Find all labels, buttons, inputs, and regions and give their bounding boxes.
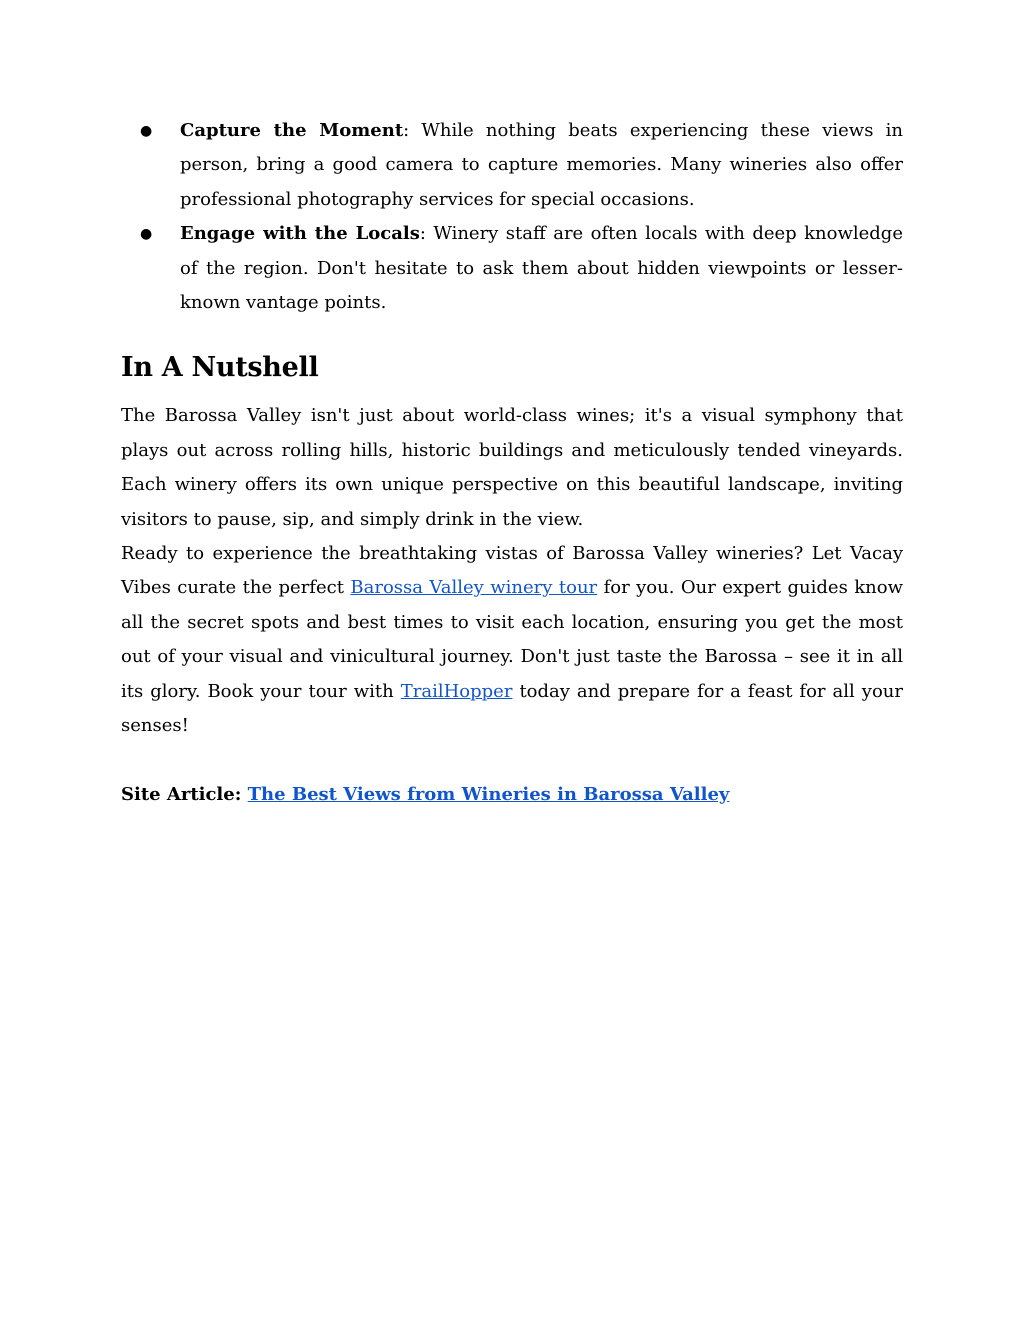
cta-text-middle: for you. Our expert guides know all the secret spots and best times to visit each location, ensuring you get the most out of your visual and vinicultural journey. Don't just taste the Barossa – see it in all its glory. Book your tour with (121, 577, 903, 702)
site-article-link[interactable]: The Best Views from Wineries in Barossa Valley (247, 783, 730, 805)
trailhopper-link[interactable]: TrailHopper (400, 680, 513, 702)
cta-text-end: today and prepare for a feast for all your senses! (121, 680, 903, 737)
site-article-line (121, 778, 903, 812)
winery-tour-link[interactable]: Barossa Valley winery tour (350, 577, 598, 599)
list-item (121, 217, 903, 320)
site-article-label: Site Article: (121, 783, 242, 805)
document-page (121, 114, 903, 812)
bullet-icon: ● (140, 226, 153, 243)
bullet-text: : Winery staff are often locals with deep knowledge of the region. Don't hesitate to ask them about hidden viewpoints or lesser-known vantage points. (180, 223, 903, 314)
cta-text-start: Ready to experience the breathtaking vistas of Barossa Valley wineries? Let Vacay Vibes curate the perfect (121, 543, 903, 599)
bullet-text: : While nothing beats experiencing these views in person, bring a good camera to capture memories. Many wineries also offer professional photography services for special occasions. (180, 120, 903, 210)
list-item (121, 114, 903, 217)
bullet-icon: ● (140, 123, 153, 139)
section-heading: In A Nutshell (121, 352, 319, 384)
bullet-title: Engage with the Locals (180, 223, 420, 245)
bullet-title: Capture the Moment (180, 120, 404, 141)
tips-list (121, 114, 903, 320)
call-to-action-paragraph (121, 537, 903, 743)
summary-paragraph: The Barossa Valley isn't just about world-class wines; it's a visual symphony that plays out across rolling hills, historic buildings and meticulously tended vineyards. Each winery offers its own unique perspective on this beautiful landscape, inviting visitors to pause, sip, and simply drink in the view. (121, 405, 903, 530)
